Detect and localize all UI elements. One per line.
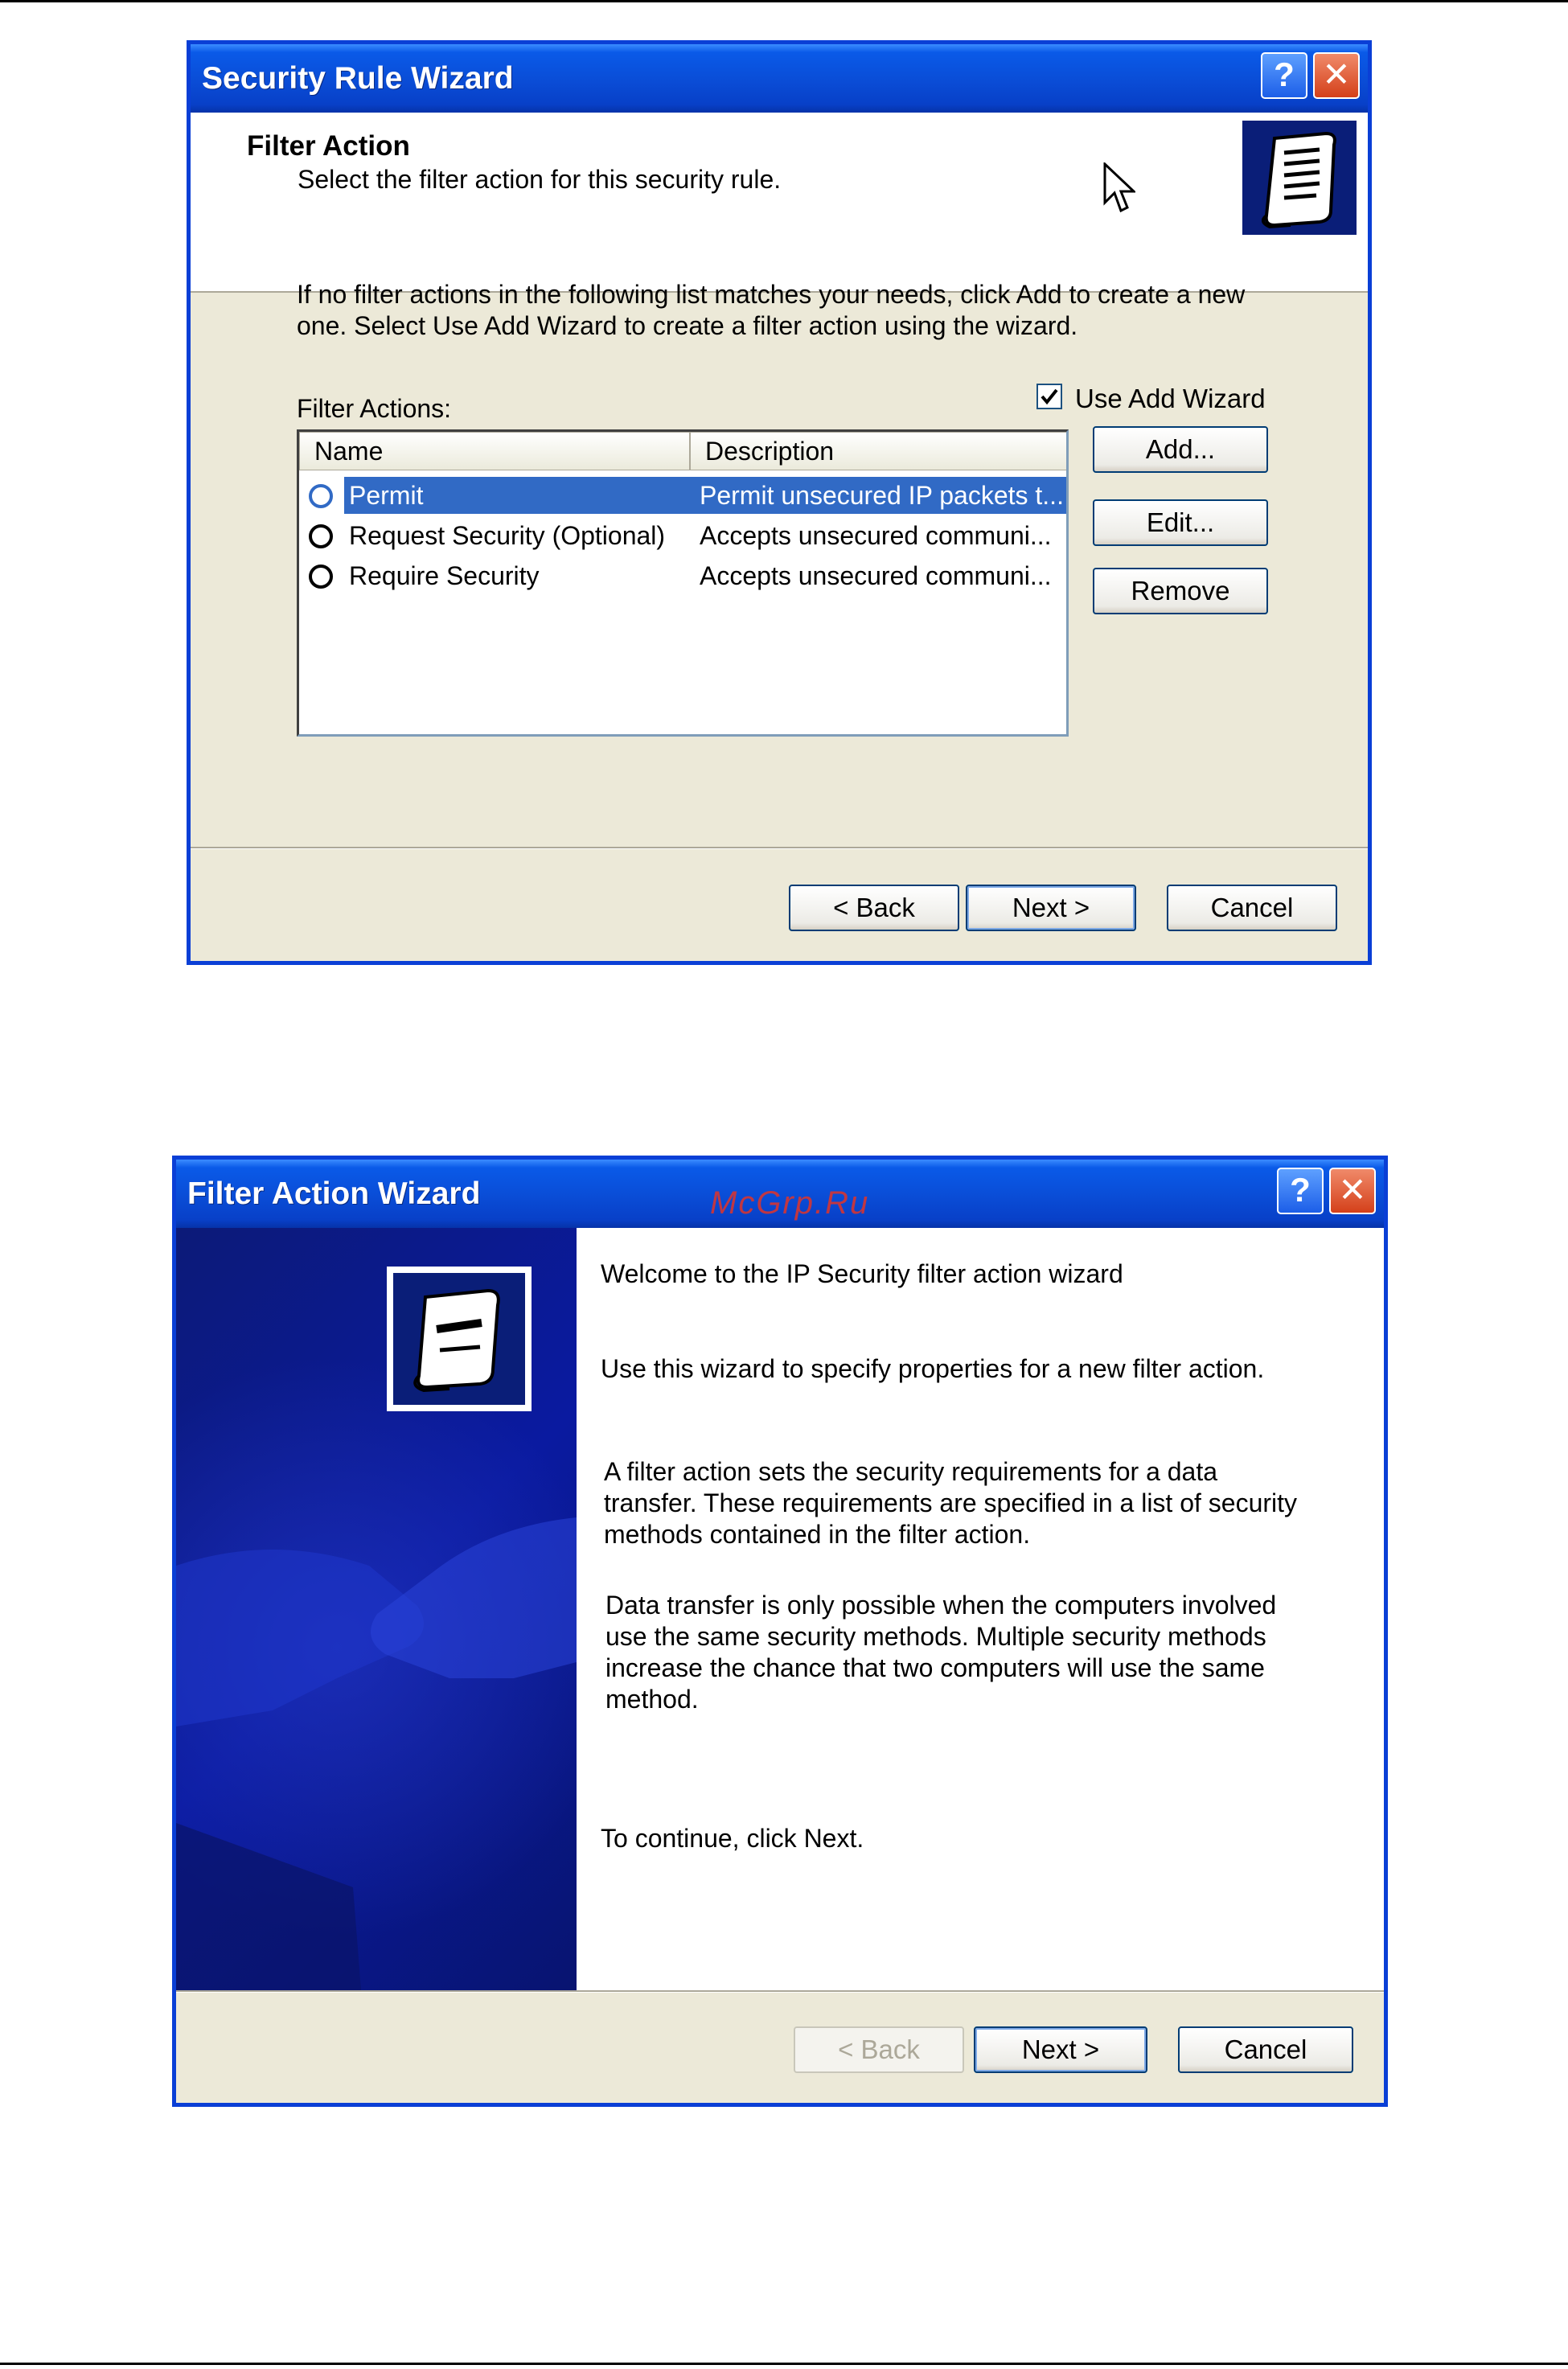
window-title: Security Rule Wizard [202,61,514,96]
wizard-header [191,113,1368,293]
close-button[interactable]: ✕ [1329,1168,1376,1214]
help-button[interactable]: ? [1277,1168,1324,1214]
list-item[interactable] [299,557,1069,594]
filter-action-description: A filter action sets the security requirements for a data transfer. These requirements are specified in a list of security methods contained in the filter action. [604,1457,1298,1549]
filter-action-wizard-window [172,1156,1388,2107]
remove-button[interactable]: Remove [1093,568,1268,614]
mouse-pointer-icon [1103,162,1135,219]
filter-name: Request Security (Optional) [349,521,666,550]
column-header-description[interactable]: Description [690,432,1069,470]
data-transfer-text: Data transfer is only possible when the computers involved use the same security methods. Multiple security methods increase the chance that two computers will use the same method. [605,1591,1277,1714]
use-add-wizard-label[interactable]: Use Add Wizard [1075,384,1266,413]
continue-text: To continue, click Next. [601,1824,864,1853]
next-button[interactable]: Next > [974,2026,1147,2073]
edit-button[interactable]: Edit... [1093,499,1268,546]
instructions-text: If no filter actions in the following list matches your needs, click Add to create a new one. Select Use Add Wizard to create a filter action using the wizard. [297,280,1246,340]
cancel-button[interactable]: Cancel [1167,885,1337,931]
radio-button[interactable] [309,484,333,508]
back-button[interactable]: < Back [789,885,959,931]
page-subtitle: Select the filter action for this security rule. [298,165,782,194]
list-item[interactable] [299,477,1069,514]
filter-name: Permit [344,477,696,514]
watermark: McGrp.Ru [710,1185,870,1221]
radio-button[interactable] [309,565,333,589]
checkmark-icon [1038,385,1061,408]
page-bottom-rule [0,2363,1568,2365]
wizard-side-banner [176,1228,577,1990]
purpose-text: Use this wizard to specify properties for a new filter action. [601,1354,1265,1383]
title-bar[interactable] [191,44,1368,113]
filter-name: Require Security [349,561,540,590]
footer-divider [191,847,1368,849]
help-button[interactable]: ? [1261,52,1307,99]
filter-actions-list[interactable] [297,429,1069,737]
filter-description: Permit unsecured IP packets t... [690,477,1068,514]
page-top-rule [0,0,1568,2]
filter-actions-label: Filter Actions: [297,394,452,423]
column-header-name[interactable]: Name [299,432,690,470]
use-add-wizard-checkbox[interactable] [1036,384,1062,409]
footer-divider [176,1990,1384,1993]
scroll-icon [387,1267,532,1411]
scroll-icon [1242,121,1357,235]
page-title: Filter Action [247,130,410,162]
security-rule-wizard-window [187,40,1372,965]
close-button[interactable]: ✕ [1313,52,1360,99]
window-title: Filter Action Wizard [187,1176,481,1211]
cancel-button[interactable]: Cancel [1178,2026,1353,2073]
title-bar[interactable] [176,1160,1384,1228]
filter-description: Accepts unsecured communi... [700,561,1052,590]
filter-description: Accepts unsecured communi... [700,521,1052,550]
next-button[interactable]: Next > [966,885,1136,931]
radio-button[interactable] [309,524,333,548]
list-item[interactable] [299,517,1069,554]
wizard-content [577,1228,1384,1990]
add-button[interactable]: Add... [1093,426,1268,473]
back-button[interactable]: < Back [794,2026,964,2073]
welcome-heading: Welcome to the IP Security filter action wizard [601,1259,1123,1288]
